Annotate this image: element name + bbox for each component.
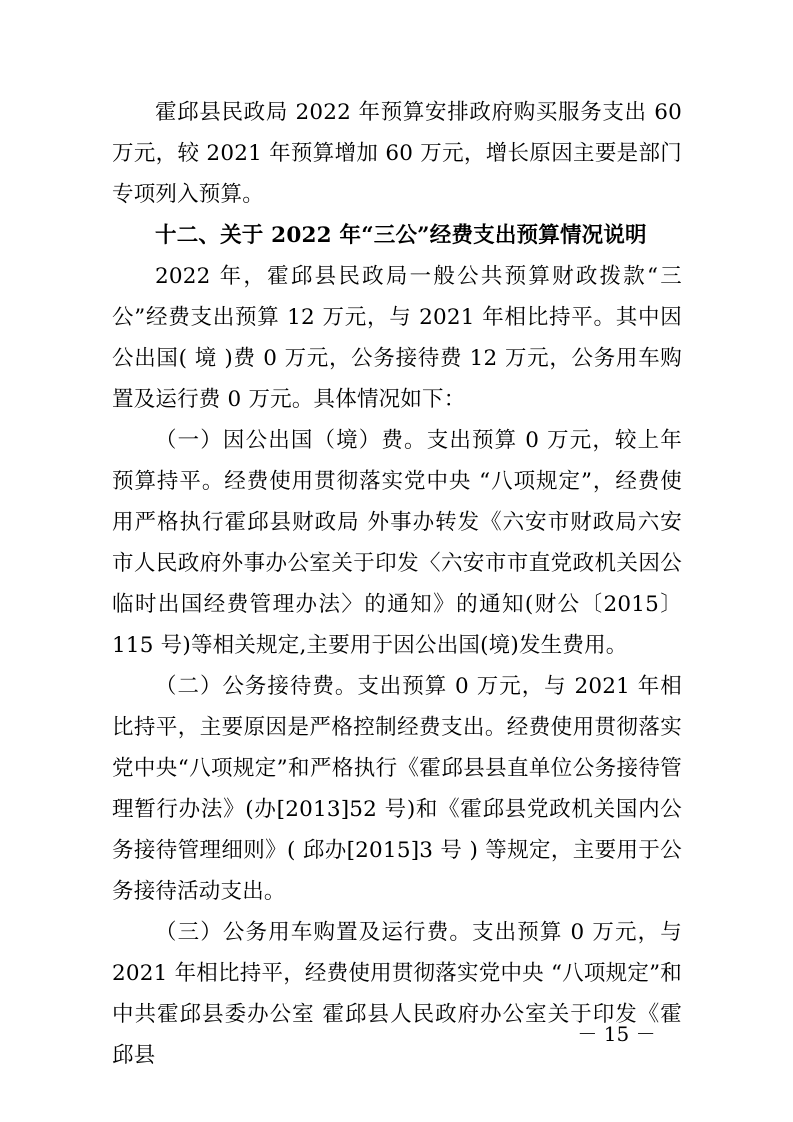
paragraph-item-vehicle-purchase-operation-fee: （三）公务用车购置及运行费。支出预算 0 万元，与 2021 年相比持平，经费使用贯彻落实党中央 “八项规定”和中共霍邱县委办公室 霍邱县人民政府办公室关于印发《霍邱县	[112, 920, 682, 1068]
page-number-text: － 15 －	[577, 1022, 656, 1046]
document-body	[112, 92, 682, 1076]
heading-section-twelve: 十二、关于 2022 年“三公”经费支出预算情况说明	[155, 223, 647, 248]
paragraph-three-public-overview: 2022 年，霍邱县民政局一般公共预算财政拨款“三公”经费支出预算 12 万元，与 2021 年相比持平。其中因公出国( 境 )费 0 万元，公务接待费 12 万元，公务用车购置及运行费 0 万元。具体情况如下：	[112, 264, 682, 412]
paragraph-purchase-service: 霍邱县民政局 2022 年预算安排政府购买服务支出 60 万元，较 2021 年预算增加 60 万元，增长原因主要是部门专项列入预算。	[112, 100, 682, 207]
page-number	[0, 1018, 793, 1047]
paragraph-item-abroad-travel-fee: （一）因公出国（境）费。支出预算 0 万元，较上年预算持平。经费使用贯彻落实党中央 “八项规定”，经费使用严格执行霍邱县财政局 外事办转发《六安市财政局六安市人民政府外事办公室关于印发〈六安市市直党政机关因公临时出国经费管理办法〉的通知》的通知(财公〔2015〕115 号)等相关规定,主要用于因公出国(境)发生费用。	[112, 428, 682, 658]
paragraph-item-official-hospitality-fee: （二）公务接待费。支出预算 0 万元，与 2021 年相比持平，主要原因是严格控制经费支出。经费使用贯彻落实党中央“八项规定”和严格执行《霍邱县县直单位公务接待管理暂行办法》(办[2013]52 号)和《霍邱县党政机关国内公务接待管理细则》( 邱办[2015]3 号 ) 等规定，主要用于公务接待活动支出。	[112, 674, 682, 904]
